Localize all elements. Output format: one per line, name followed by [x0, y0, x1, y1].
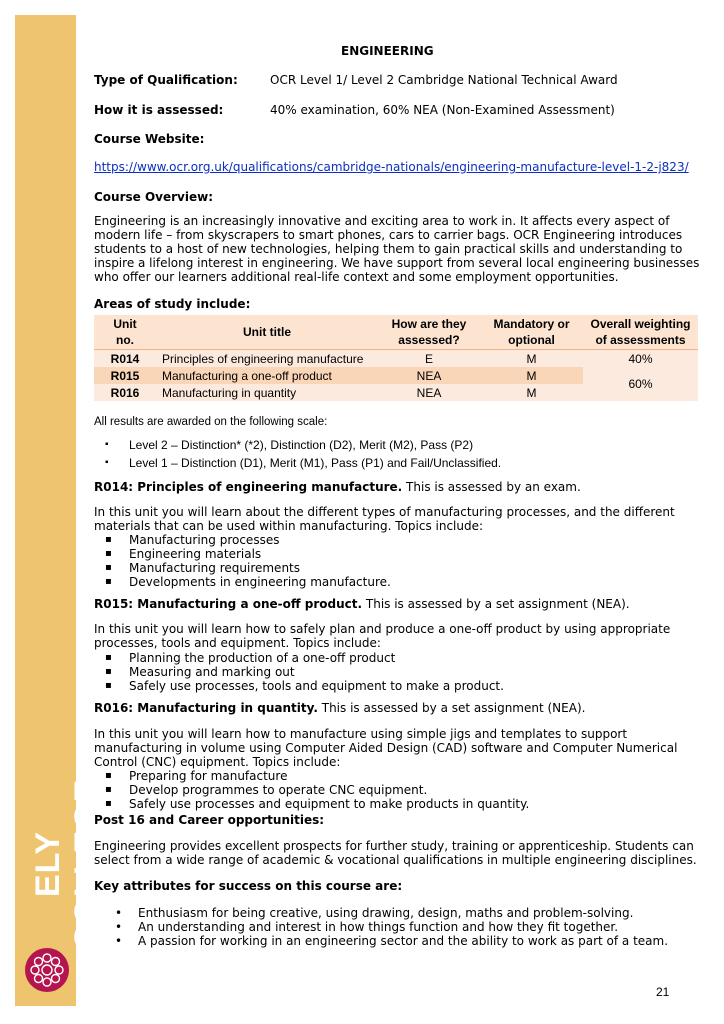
unit-weighting: 60% — [583, 367, 698, 401]
assessed-label: How it is assessed: — [94, 103, 224, 117]
r014-topic-list — [94, 533, 391, 589]
list-item: ▪ Safely use processes and equipment to make products in quantity. — [94, 797, 529, 811]
list-item: • Enthusiasm for being creative, using drawing, design, maths and problem-solving. — [94, 906, 668, 920]
unit-mandatory: M — [480, 367, 583, 384]
unit-assessed: NEA — [378, 384, 480, 401]
r016-intro: In this unit you will learn how to manufacture using simple jigs and templates to support manufacturing in volume using Computer Aided Design (CAD) software and Computer Numerical Control (CNC) equipment. Topics include: — [94, 727, 678, 769]
table-header-cell: Unit title — [156, 315, 378, 350]
list-item: ▪ Manufacturing requirements — [94, 561, 391, 575]
unit-mandatory: M — [480, 350, 583, 368]
table-header-row — [94, 315, 698, 350]
sidebar-band — [15, 15, 106, 1006]
overview-label: Course Overview: — [94, 190, 214, 204]
post16-text: Engineering provides excellent prospects for further study, training or apprenticeship. Students can select from a wide range of academic & vocational qualifications in multiple engineering disciplines. — [94, 839, 697, 867]
r015-intro: In this unit you will learn how to safely plan and produce a one-off product by using appropriate processes, tools and equipment. Topics include: — [94, 622, 671, 650]
list-item: ▪ Preparing for manufacture — [94, 769, 529, 783]
list-item: ▪ Level 1 – Distinction (D1), Merit (M1), Pass (P1) and Fail/Unclassified. — [94, 456, 501, 470]
list-item: ▪ Develop programmes to operate CNC equipment. — [94, 783, 529, 797]
r014-heading: R014: Principles of engineering manufacture. This is assessed by an exam. — [94, 480, 581, 494]
unit-title: Manufacturing a one-off product — [156, 367, 378, 384]
r016-heading: R016: Manufacturing in quantity. This is assessed by a set assignment (NEA). — [94, 701, 586, 715]
unit-assessed: E — [378, 350, 480, 368]
unit-title: Principles of engineering manufacture — [156, 350, 378, 368]
list-item: ▪ Planning the production of a one-off product — [94, 651, 504, 665]
key-attributes-heading: Key attributes for success on this course are: — [94, 879, 403, 893]
page-number: 21 — [656, 985, 670, 999]
r014-intro: In this unit you will learn about the different types of manufacturing processes, and the different materials that can be used within manufacturing. Topics include: — [94, 505, 675, 533]
areas-label: Areas of study include: — [94, 297, 251, 311]
list-item: • An understanding and interest in how things function and how they fit together. — [94, 920, 668, 934]
table-row — [94, 367, 698, 384]
website-label: Course Website: — [94, 132, 205, 146]
list-item: ▪ Developments in engineering manufacture. — [94, 575, 391, 589]
qualification-label: Type of Qualification: — [94, 73, 238, 87]
unit-code: R014 — [94, 350, 156, 368]
list-item: ▪ Level 2 – Distinction* (*2), Distinction (D2), Merit (M2), Pass (P2) — [94, 438, 501, 456]
units-table — [94, 315, 698, 401]
scale-list — [94, 438, 501, 470]
table-header-cell: Unit no. — [94, 315, 156, 350]
college-name: ELY COLLEGE — [29, 778, 106, 950]
assessed-value: 40% examination, 60% NEA (Non-Examined Assessment) — [270, 103, 615, 117]
r016-topic-list — [94, 769, 529, 811]
unit-code: R016 — [94, 384, 156, 401]
list-item: • A passion for working in an engineering sector and the ability to work as part of a team. — [94, 934, 668, 948]
list-item: ▪ Measuring and marking out — [94, 665, 504, 679]
list-item: ▪ Engineering materials — [94, 547, 391, 561]
unit-code: R015 — [94, 367, 156, 384]
unit-weighting: 40% — [583, 350, 698, 368]
qualification-value: OCR Level 1/ Level 2 Cambridge National Technical Award — [270, 73, 618, 87]
table-header-cell: How are they assessed? — [378, 315, 480, 350]
r015-topic-list — [94, 651, 504, 693]
list-item: ▪ Manufacturing processes — [94, 533, 391, 547]
table-row — [94, 350, 698, 368]
college-logo-icon — [24, 947, 70, 993]
course-website-link[interactable]: https://www.ocr.org.uk/qualifications/cambridge-nationals/engineering-manufacture-level-1-2-j823/ — [94, 160, 689, 174]
unit-title: Manufacturing in quantity — [156, 384, 378, 401]
r015-heading: R015: Manufacturing a one-off product. This is assessed by a set assignment (NEA). — [94, 597, 630, 611]
unit-assessed: NEA — [378, 367, 480, 384]
key-attributes-list — [94, 906, 668, 948]
unit-mandatory: M — [480, 384, 583, 401]
post16-heading: Post 16 and Career opportunities: — [94, 813, 325, 827]
page-title: ENGINEERING — [341, 44, 434, 58]
scale-intro: All results are awarded on the following scale: — [94, 416, 328, 428]
table-header-cell: Mandatory or optional — [480, 315, 583, 350]
list-item: ▪ Safely use processes, tools and equipment to make a product. — [94, 679, 504, 693]
overview-text: Engineering is an increasingly innovative and exciting area to work in. It affects every aspect of modern life – from skyscrapers to smart phones, cars to carrier bags. OCR Engineering introduces students to a host of new technologies, helping them to gain practical skills and understanding to inspire a lifelong interest in engineering. We have support from several local engineering businesses who offer our learners additional real-life context and some employment opportunities. — [94, 214, 700, 284]
table-header-cell: Overall weighting of assessments — [583, 315, 698, 350]
